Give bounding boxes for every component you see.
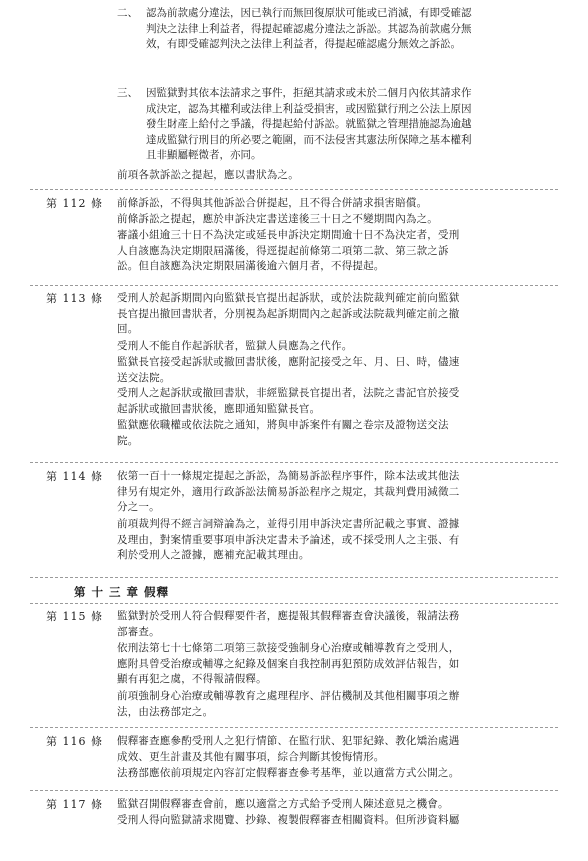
article-label: 第 115 條 [46,610,103,623]
article-label: 第 113 條 [46,292,103,305]
paragraph: 假釋審查應參酌受刑人之犯行情節、在監行狀、犯罪紀錄、教化矯治處遇成效、更生計畫及其他有關事項，綜合判斷其悛悔情形。 [117,735,460,763]
article-label: 第 116 條 [46,735,103,748]
paragraph: 受刑人得向監獄請求閱覽、抄錄、複製假釋審查相關資料。但所涉資料屬 [117,814,460,826]
section-divider [30,577,558,578]
paragraph: 受刑人不能自作起訴狀者，監獄人員應為之代作。 [117,340,353,352]
paragraph: 依第一百十一條規定提起之訴訟，為簡易訴訟程序事件，除本法或其他法律另有規定外，適用行政訴訟法簡易訴訟程序之規定，其裁判費用減徵二分之一。 [117,470,460,513]
paragraph: 審議小組逾三十日不為決定或延長申訴決定期間逾十日不為決定者，受刑人自該應為決定期限屆滿後，得逕提起前條第二項第二款、第三款之訴訟。但自該應為決定期限屆滿後逾六個月者，不得提起。 [117,229,460,272]
paragraph: 前項裁判得不經言詞辯論為之，並得引用申訴決定書所記載之事實、證據及理由，對案情重要事項申訴決定書未予論述，或不採受刑人之主張、有利於受刑人之證據，應補充記載其理由。 [117,518,460,561]
paragraph: 受刑人之起訴狀或撤回書狀，非經監獄長官提出者，法院之書記官於接受起訴狀或撤回書狀後，應即通知監獄長官。 [117,387,460,415]
section-divider [30,189,558,190]
section-divider [30,790,558,791]
article-label: 第 114 條 [46,470,103,483]
article-label: 第 112 條 [46,197,103,210]
section-divider [30,285,558,286]
chapter-heading: 第 十 三 章 假釋 [74,585,170,599]
item-number: 二、 [117,7,138,19]
item-text: 認為前款處分違法，因已執行而無回復原狀可能或已消滅，有即受確認判決之法律上利益者，得提起確認處分違法之訴訟。其認為前款處分無效，有即受確認判決之法律上利益者，得提起確認處分無效之訴訟。 [146,7,472,50]
paragraph: 前項各款訴訟之提起，應以書狀為之。 [117,169,299,181]
section-divider [30,462,558,463]
paragraph: 監獄對於受刑人符合假釋要件者，應提報其假釋審查會決議後，報請法務部審查。 [117,610,460,638]
item-number: 三、 [117,87,138,99]
paragraph: 監獄長官接受起訴狀或撤回書狀後，應附記接受之年、月、日、時，儘速送交法院。 [117,356,460,384]
paragraph: 法務部應依前項規定內容訂定假釋審查參考基準，並以適當方式公開之。 [117,767,460,779]
paragraph: 依刑法第七十七條第二項第三款接受強制身心治療或輔導教育之受刑人，應附具曾受治療或輔導之紀錄及個案自我控制再犯預防成效評估報告，如顯有再犯之虞，不得報請假釋。 [117,642,460,685]
paragraph: 前條訴訟，不得與其他訴訟合併提起，且不得合併請求損害賠償。 [117,197,428,209]
paragraph: 受刑人於起訴期間內向監獄長官提出起訴狀，或於法院裁判確定前向監獄長官提出撤回書狀者，分別視為起訴期間內之起訴或法院裁判確定前之撤回。 [117,292,460,335]
paragraph: 監獄召開假釋審查會前，應以適當之方式給予受刑人陳述意見之機會。 [117,798,449,810]
section-divider [30,603,558,604]
article-label: 第 117 條 [46,798,103,811]
section-divider [30,727,558,728]
item-text: 因監獄對其依本法請求之事件，拒絕其請求或未於二個月內依其請求作成決定，認為其權利或法律上利益受損害，或因監獄行刑之公法上原因發生財產上給付之爭議，得提起給付訴訟。就監獄之管理措施認為逾越達成監獄行刑目的所必要之範圍，而不法侵害其憲法所保障之基本權利且非顯屬輕微者，亦同。 [146,87,472,161]
paragraph: 前項強制身心治療或輔導教育之處理程序、評估機制及其他相關事項之辦法，由法務部定之。 [117,690,460,718]
paragraph: 前條訴訟之提起，應於申訴決定書送達後三十日之不變期間內為之。 [117,213,438,225]
paragraph: 監獄應依職權或依法院之通知，將與申訴案件有關之卷宗及證物送交法院。 [117,419,449,447]
